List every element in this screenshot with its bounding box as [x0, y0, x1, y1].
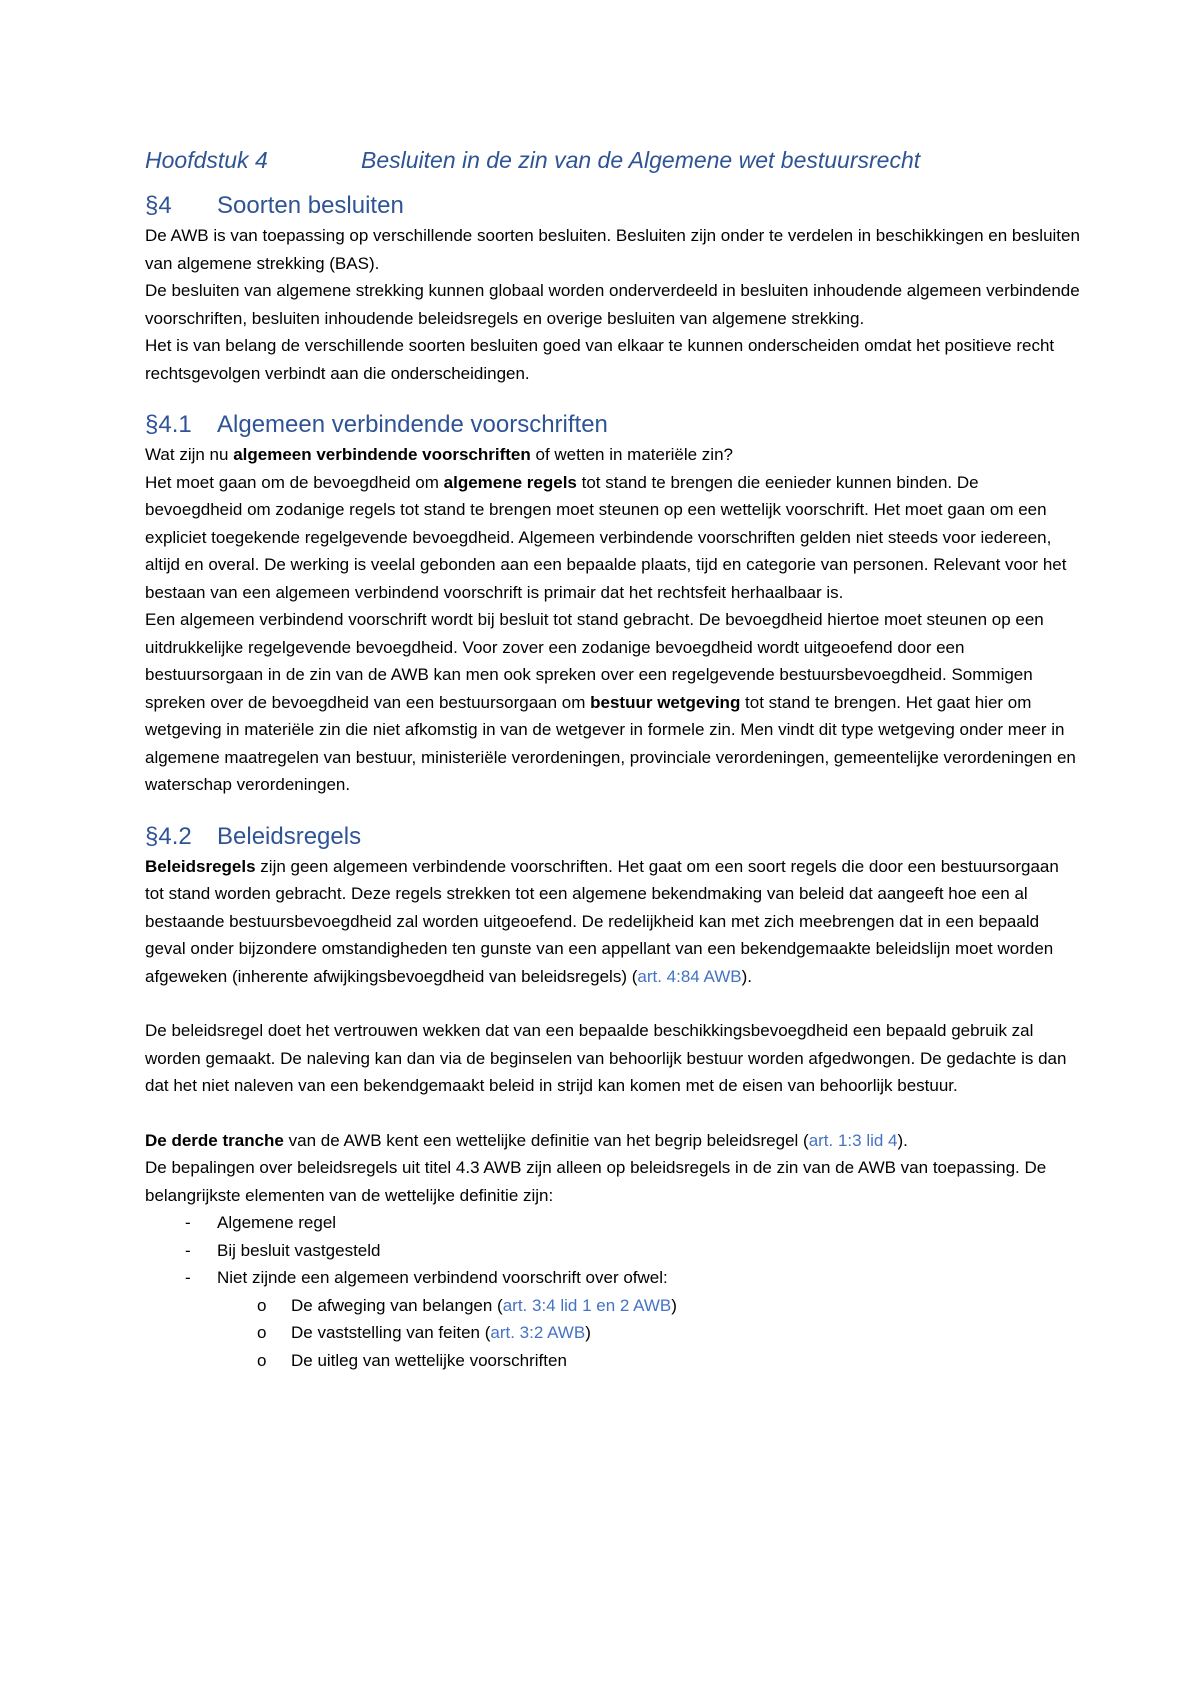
sub-list: [145, 1292, 1080, 1375]
paragraph: De derde tranche van de AWB kent een wettelijke definitie van het begrip beleidsregel (art. 1:3 lid 4).: [145, 1130, 908, 1150]
sub-list-item: o De vaststelling van feiten (art. 3:2 AWB): [145, 1319, 1080, 1347]
document-content: [145, 142, 1080, 1374]
chapter-number: Hoofdstuk 4: [145, 147, 268, 173]
dash-bullet: -: [185, 1268, 191, 1287]
paragraph: Beleidsregels zijn geen algemeen verbindende voorschriften. Het gaat om een soort regels die door een bestuursorgaan tot stand worden gebracht. Deze regels strekken tot een algemene bekendmaking van beleid dat aangeeft hoe een al bestaande bestuursbevoegdheid zal worden uitgeoefend. De redelijkheid kan met zich meebrengen dat in een bepaald geval onder bijzondere omstandigheden ten gunste van een appellant van een bekendgemaakte beleidslijn moet worden afgeweken (inherente afwijkingsbevoegdheid van beleidsregels) (art. 4:84 AWB).: [145, 856, 1059, 986]
paragraph: Een algemeen verbindend voorschrift wordt bij besluit tot stand gebracht. De bevoegdheid hiertoe moet steunen op een uitdrukkelijke regelgevende bevoegdheid. Voor zover een zodanige bevoegdheid wordt uitgeoefend door een bestuursorgaan in de zin van de AWB kan men ook spreken over een regelgevende bestuursbevoegdheid. Sommigen spreken over de bevoegdheid van een bestuursorgaan om bestuur wetgeving tot stand te brengen. Het gaat hier om wetgeving in materiële zin die niet afkomstig in van de wetgever in formele zin. Men vindt dit type wetgeving onder meer in algemene maatregelen van bestuur, ministeriële verordeningen, provinciale verordeningen, gemeentelijke verordeningen en waterschap verordeningen.: [145, 610, 1076, 794]
dash-bullet: -: [185, 1213, 191, 1232]
section-title: Algemeen verbindende voorschriften: [217, 411, 608, 438]
section-number: §4.1: [145, 411, 192, 438]
section-number: §4: [145, 192, 172, 219]
circle-bullet: o: [257, 1295, 267, 1315]
paragraph: De beleidsregel doet het vertrouwen wekken dat van een bepaalde beschikkingsbevoegdheid een bepaald gebruik zal worden gemaakt. De naleving kan dan via de beginselen van behoorlijk bestuur worden afgedwongen. De gedachte is dan dat het niet naleven van een bekendgemaakt beleid in strijd kan komen met de eisen van behoorlijk bestuur.: [145, 1021, 1067, 1095]
sub-list-item: o De afweging van belangen (art. 3:4 lid 1 en 2 AWB): [145, 1292, 1080, 1320]
dash-bullet: -: [185, 1240, 191, 1260]
law-reference-link[interactable]: art. 1:3 lid 4: [808, 1130, 898, 1150]
section-title: Beleidsregels: [217, 822, 362, 850]
section-title: Soorten besluiten: [217, 192, 404, 219]
law-reference-link[interactable]: art. 3:4 lid 1 en 2 AWB: [502, 1295, 672, 1315]
list-item: - Niet zijnde een algemeen verbindend voorschrift over ofwel:: [145, 1264, 1080, 1292]
paragraph: Het moet gaan om de bevoegdheid om algemene regels tot stand te brengen die eenieder kunnen binden. De bevoegdheid om zodanige regels tot stand te brengen moet steunen op een wettelijk voorschrift. Het moet gaan om een expliciet toegekende regelgevende bevoegdheid. Algemeen verbindende voorschriften gelden niet steeds voor iedereen, altijd en overal. De werking is veelal gebonden aan een bepaalde plaats, tijd en categorie van personen. Relevant voor het bestaan van een algemeen verbindend voorschrift is primair dat het rechtsfeit herhaalbaar is.: [145, 472, 1067, 602]
bold-term: algemeen verbindende voorschriften: [233, 445, 531, 464]
bold-term: bestuur wetgeving: [590, 692, 741, 712]
paragraph: De besluiten van algemene strekking kunnen globaal worden onderverdeeld in besluiten inhoudende algemeen verbindende voorschriften, besluiten inhoudende beleidsregels en overige besluiten van algemene strekking.: [145, 281, 1080, 328]
paragraph: De AWB is van toepassing op verschillende soorten besluiten. Besluiten zijn onder te verdelen in beschikkingen en besluiten van algemene strekking (BAS).: [145, 226, 1080, 273]
paragraph: De bepalingen over beleidsregels uit titel 4.3 AWB zijn alleen op beleidsregels in de zin van de AWB van toepassing. De belangrijkste elementen van de wettelijke definitie zijn:: [145, 1158, 1047, 1205]
bold-term: Beleidsregels: [145, 856, 256, 876]
section-heading-4-2: [145, 821, 1080, 853]
section-heading-4-1: [145, 409, 1080, 441]
chapter-title: Besluiten in de zin van de Algemene wet bestuursrecht: [361, 147, 921, 173]
circle-bullet: o: [257, 1350, 267, 1370]
section-number: §4.2: [145, 822, 192, 850]
sub-list-item: o De uitleg van wettelijke voorschriften: [145, 1347, 1080, 1375]
bold-term: algemene regels: [443, 472, 577, 492]
chapter-heading: [145, 142, 1080, 178]
law-reference-link[interactable]: art. 4:84 AWB: [637, 966, 742, 986]
list-item: - Bij besluit vastgesteld: [145, 1237, 1080, 1265]
paragraph-question: Wat zijn nu algemeen verbindende voorschriften of wetten in materiële zin?: [145, 445, 733, 464]
list-item: - Algemene regel: [145, 1209, 1080, 1237]
bold-term: De derde tranche: [145, 1130, 284, 1150]
paragraph: Het is van belang de verschillende soorten besluiten goed van elkaar te kunnen onderscheiden omdat het positieve recht rechtsgevolgen verbindt aan die onderscheidingen.: [145, 336, 1055, 383]
law-reference-link[interactable]: art. 3:2 AWB: [490, 1323, 586, 1342]
definition-elements-list: [145, 1209, 1080, 1292]
section-heading-4: [145, 190, 1080, 222]
circle-bullet: o: [257, 1323, 267, 1342]
